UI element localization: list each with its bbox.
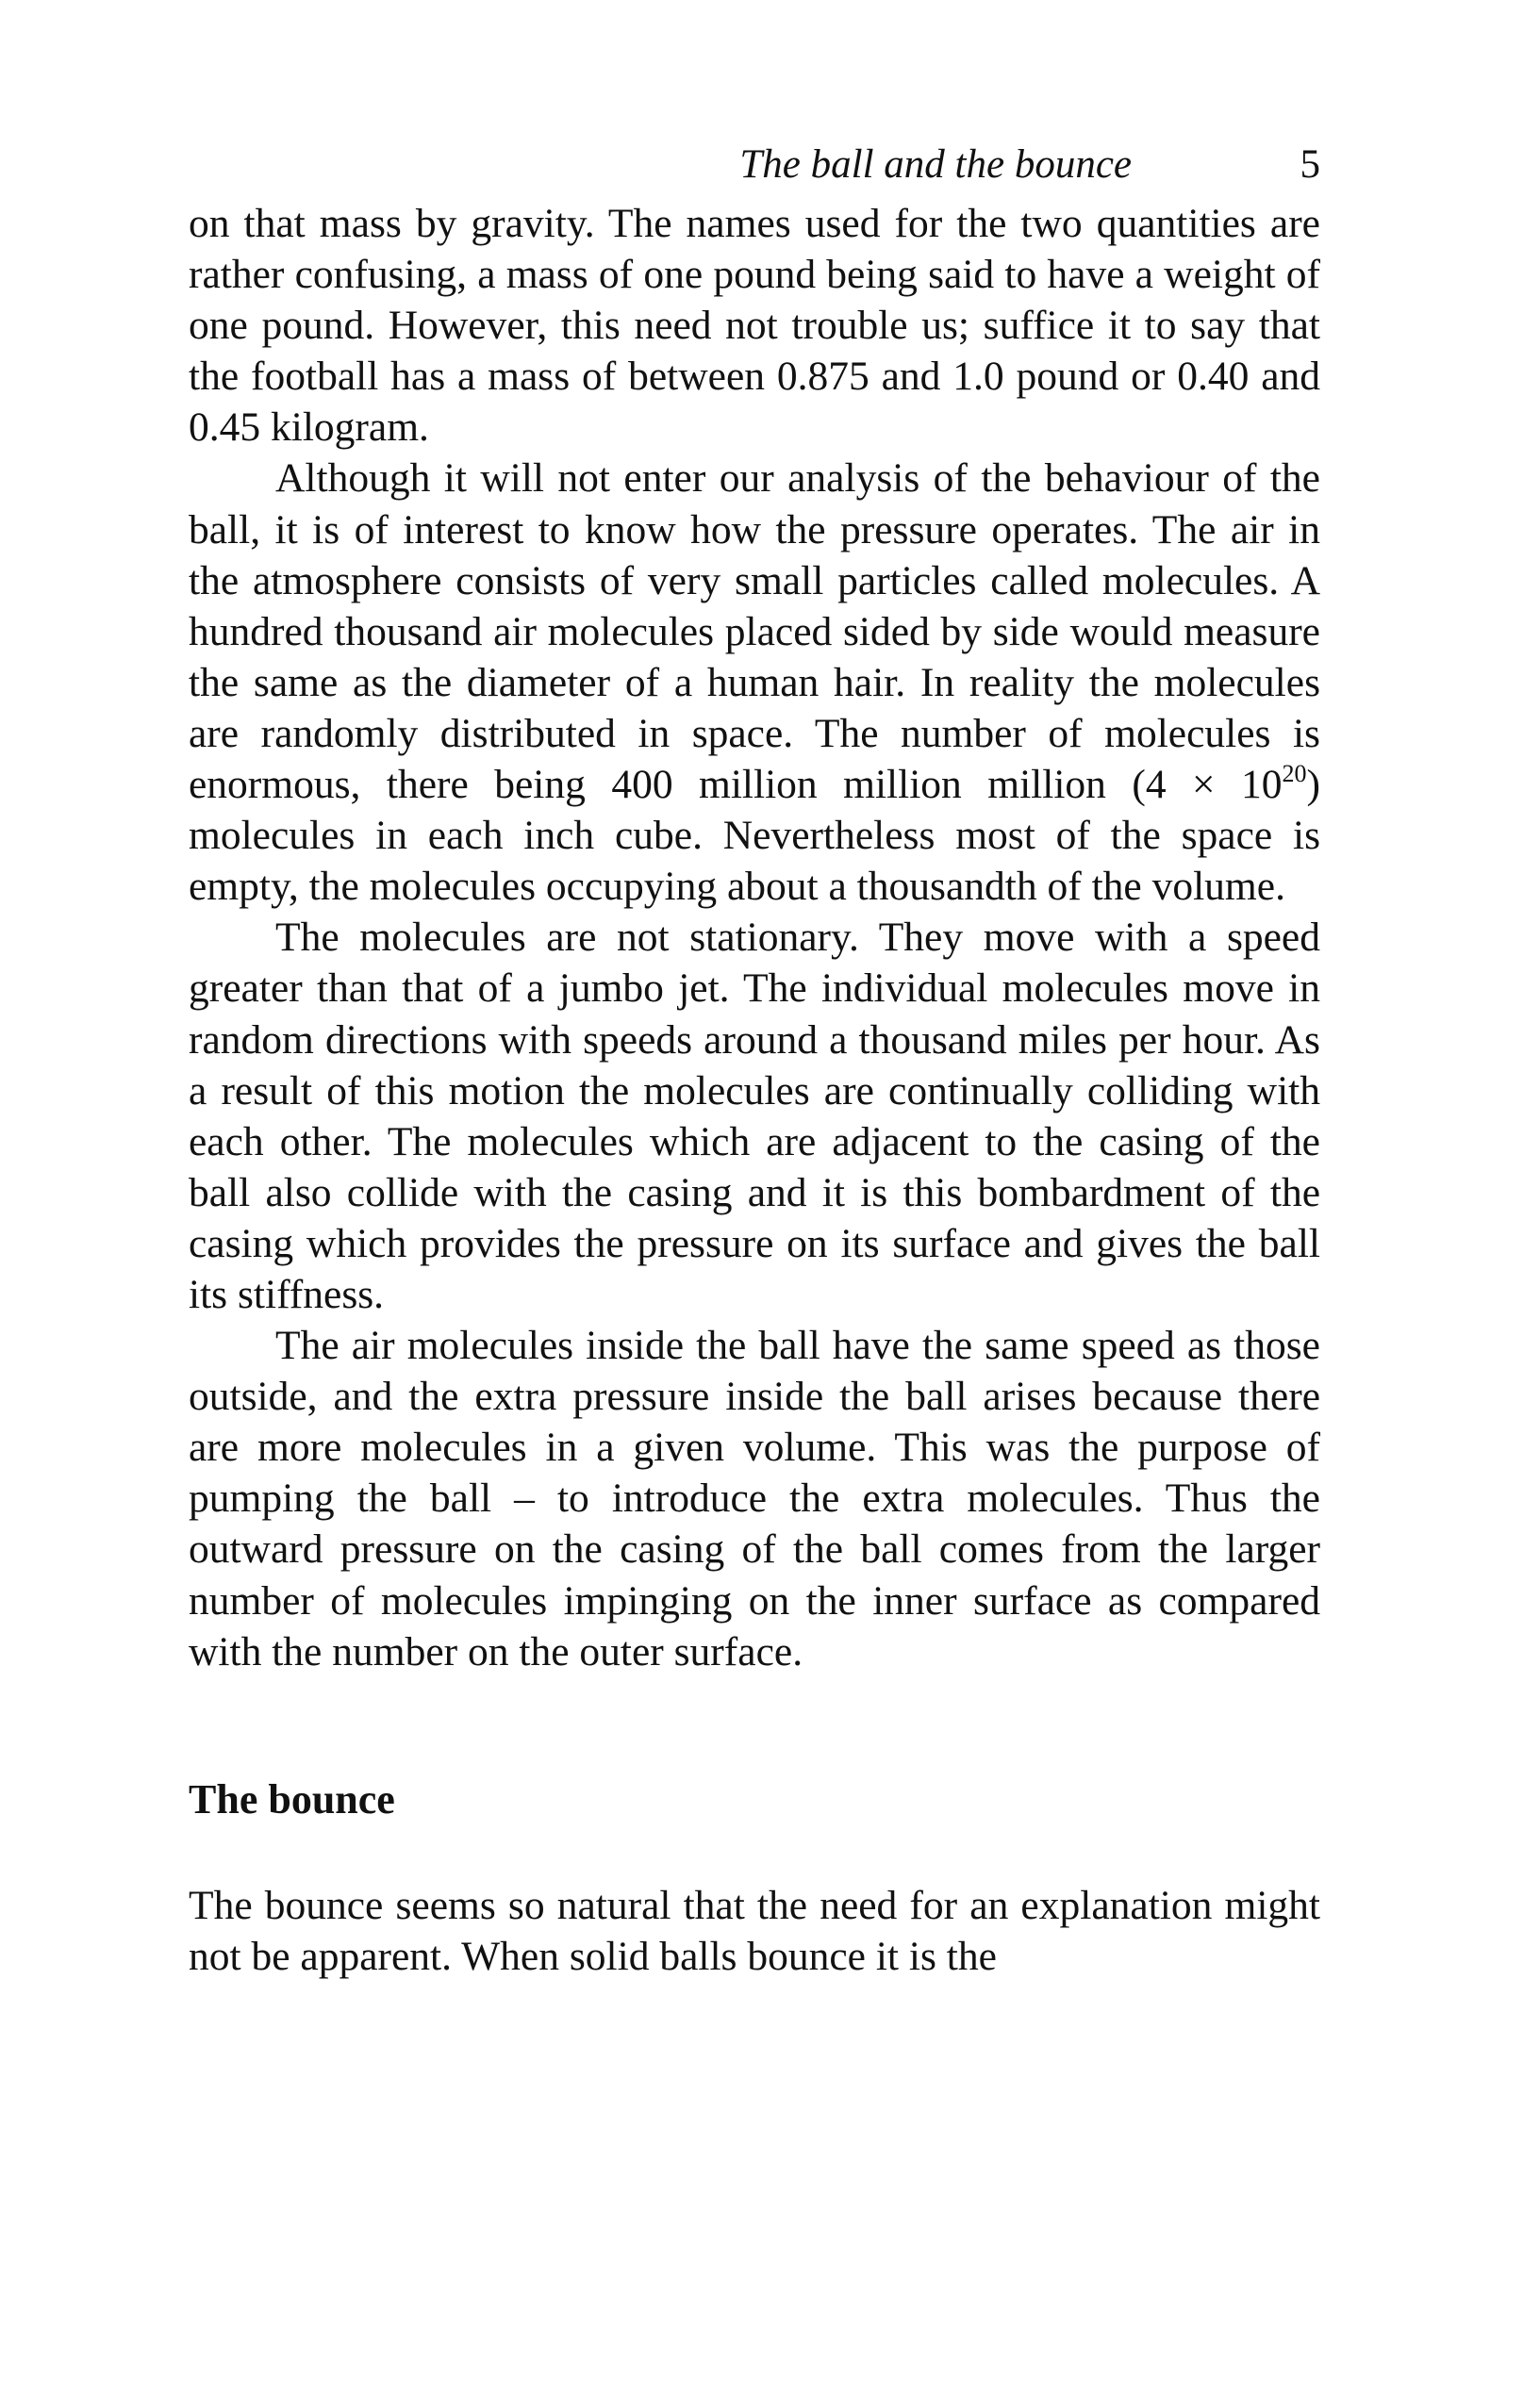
- main-text: [189, 198, 1320, 1677]
- running-title: The ball and the bounce: [739, 142, 1132, 187]
- paragraph-2-text: Although it will not enter our analysis of the behaviour of the ball, it is of interest to know how the pressure operates. The air in the atmosphere consists of very small particles called molecules. A hundred thousand air molecules placed sided by side would measure the same as the diameter of a human hair. In reality the molecules are randomly distributed in space. The number of molecules is enormous, there being 400 million million million (4 × 10: [189, 455, 1320, 808]
- running-head: [189, 132, 1320, 198]
- paragraph-1: on that mass by gravity. The names used for the two quantities are rather confusing, a mass of one pound being said to have a weight of one pound. However, this need not trouble us; suffice it to say that the football has a mass of between 0.875 and 1.0 pound or 0.40 and 0.45 kilogram.: [189, 201, 1320, 451]
- paragraph-2: [189, 453, 1320, 912]
- paragraph-4: The air molecules inside the ball have the same speed as those outside, and the extra pressure inside the ball arises because there are more molecules in a given volume. This was the purpose of pumping the ball – to introduce the extra molecules. Thus the outward pressure on the casing of the ball comes from the larger number of molecules impinging on the inner surface as compared with the number on the outer surface.: [189, 1323, 1320, 1674]
- section-paragraph: The bounce seems so natural that the need for an explanation might not be apparent. When solid balls bounce it is the: [189, 1882, 1320, 1979]
- page-number: 5: [1300, 142, 1320, 187]
- paragraph-3: The molecules are not stationary. They move with a speed greater than that of a jumbo jet. The individual molecules move in random directions with speeds around a thousand miles per hour. As a result of this motion the molecules are continually colliding with each other. The molecules which are adjacent to the casing of the ball also collide with the casing and it is this bombardment of the casing which provides the pressure on its surface and gives the ball its stiffness.: [189, 915, 1320, 1317]
- book-page: [189, 132, 1320, 1982]
- exponent: 20: [1282, 760, 1307, 788]
- section-body: [189, 1880, 1320, 1982]
- paragraph-2-text-after: ) molecules in each inch cube. Nevertheless most of the space is empty, the molecules occupying about a thousandth of the volume.: [189, 762, 1320, 910]
- section-heading: The bounce: [189, 1775, 395, 1822]
